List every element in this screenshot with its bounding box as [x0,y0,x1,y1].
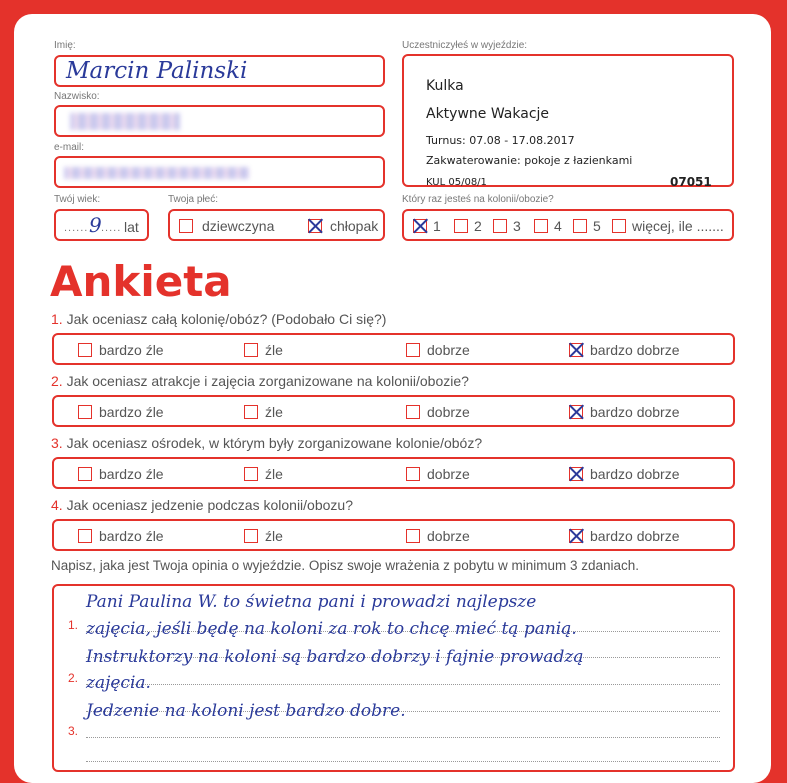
question-2-option-1-checkbox[interactable] [78,405,92,419]
question-2-option-4-checkbox[interactable] [569,405,583,419]
gender-male-label: chłopak [330,218,379,234]
question-3-option-3-label: dobrze [427,466,470,482]
question-1-option-1-checkbox[interactable] [78,343,92,357]
question-4-option-2-checkbox[interactable] [244,529,258,543]
question-1-option-2-checkbox[interactable] [244,343,258,357]
times-1-checkbox[interactable] [413,219,427,233]
times-field: 1 2 3 4 5 więcej, ile ....... [402,209,734,241]
trip-box [402,54,734,187]
question-4-option-3-label: dobrze [427,528,470,544]
question-3-option-4-checkbox[interactable] [569,467,583,481]
times-3-checkbox[interactable] [493,219,507,233]
question-3-answers [52,457,735,489]
redacted-email [64,167,249,179]
surname-label: Nazwisko: [54,91,100,102]
trip-program: Aktywne Wakacje [426,106,550,122]
question-3-option-3-checkbox[interactable] [406,467,420,481]
question-2-answers [52,395,735,427]
question-4-answers [52,519,735,551]
question-2-label: Jak oceniasz atrakcje i zajęcia zorganizowane na kolonii/obozie? [66,373,469,389]
question-2-option-2-checkbox[interactable] [244,405,258,419]
question-1-text [51,311,386,327]
trip-term: Turnus: 07.08 - 17.08.2017 [426,134,575,147]
surname-field[interactable] [54,105,385,137]
question-1-label: Jak oceniasz całą kolonię/obóz? (Podobało Ci się?) [66,311,387,327]
name-value: Marcin Palinski [66,58,248,84]
question-1-number: 1. [51,311,63,327]
age-field[interactable]: ...... 9 ..... lat [54,209,149,241]
question-4-option-3-checkbox[interactable] [406,529,420,543]
question-1-option-4-label: bardzo dobrze [590,342,680,358]
opinion-prompt: Napisz, jaka jest Twoja opinia o wyjeździe. Opisz swoje wrażenia z pobytu w minimum 3 zdaniach. [51,558,640,573]
question-3-label: Jak oceniasz ośrodek, w którym były zorganizowane kolonie/obóz? [66,435,483,451]
opinion-line-5: Jedzenie na koloni jest bardzo dobre. [86,701,406,721]
times-more-checkbox[interactable] [612,219,626,233]
question-3-option-2-label: źle [265,466,283,482]
question-1-option-3-checkbox[interactable] [406,343,420,357]
question-3-number: 3. [51,435,63,451]
times-label: Który raz jesteś na kolonii/obozie? [402,194,554,205]
trip-name: Kulka [426,78,464,94]
question-2-option-2-label: źle [265,404,283,420]
question-4-option-1-label: bardzo źle [99,528,164,544]
question-2-option-4-label: bardzo dobrze [590,404,680,420]
opinion-line-1: Pani Paulina W. to świetna pani i prowadzi najlepsze [86,592,537,612]
times-2-checkbox[interactable] [454,219,468,233]
age-label: Twój wiek: [54,194,101,205]
question-3-text [51,435,482,451]
question-3-option-2-checkbox[interactable] [244,467,258,481]
question-4-label: Jak oceniasz jedzenie podczas kolonii/obozu? [66,497,353,513]
survey-sheet: Imię: Marcin Palinski Nazwisko: e-mail: Twój wiek: ...... 9 ..... lat Twoja płeć: dziewczyna chłopak Uczestniczyłeś w wyjeździe: Kulka Aktywne Wakacje Turnus: 07.08 - 17.08.2017 Zakwaterowanie: pokoje z łazienkami KUL 05/08/1 07051 Który raz jesteś na kolonii/obozie? 1 2 3 4 5 więcej, ile ....... Ankieta Napisz, jaka jest Twoja opinia o wyjeździe. Opisz swoje wrażenia z pobytu w minimum 3 zdaniach. 1. 2. 3. Pani Paulina W. to świetna pani i prowadzi najlepsze zajęcia, jeśli będę na koloni za rok to chcę mieć tą panią. Instruktorzy na koloni są bardzo dobrzy i fajnie prowadzą zajęcia. Jedzenie na koloni jest bardzo dobre. 1. Jak oceniasz całą kolonię/obóz? (Podobało Ci się?) bardzo źle źle dobrze bardzo dobrze 2. Jak oceniasz atrakcje i zajęcia zorganizowane na kolonii/obozie? bardzo źle źle dobrze bardzo dobrze 3. Jak oceniasz ośrodek, w którym były zorganizowane kolonie/obóz? bardzo źle źle dobrze bardzo dobrze 4. Jak oceniasz jedzenie podczas kolonii/obozu? bardzo źle źle dobrze bardzo dobrze [14,14,771,783]
times-5-checkbox[interactable] [573,219,587,233]
question-2-number: 2. [51,373,63,389]
question-2-option-1-label: bardzo źle [99,404,164,420]
opinion-line-3: Instruktorzy na koloni są bardzo dobrzy i fajnie prowadzą [86,647,584,667]
gender-female-label: dziewczyna [202,218,275,234]
gender-male-checkbox[interactable] [308,219,322,233]
name-field[interactable] [54,55,385,87]
question-1-option-2-label: źle [265,342,283,358]
question-1-option-3-label: dobrze [427,342,470,358]
opinion-box[interactable] [52,584,735,772]
trip-number: 07051 [670,175,712,189]
question-3-option-4-label: bardzo dobrze [590,466,680,482]
name-label: Imię: [54,40,76,51]
question-4-option-2-label: źle [265,528,283,544]
question-2-option-3-checkbox[interactable] [406,405,420,419]
question-1-answers [52,333,735,365]
question-4-option-4-label: bardzo dobrze [590,528,680,544]
email-field[interactable] [54,156,385,188]
gender-label: Twoja płeć: [168,194,219,205]
question-2-option-3-label: dobrze [427,404,470,420]
question-1-option-1-label: bardzo źle [99,342,164,358]
question-4-option-4-checkbox[interactable] [569,529,583,543]
opinion-line-2: zajęcia, jeśli będę na koloni za rok to chcę mieć tą panią. [86,619,577,639]
question-4-option-1-checkbox[interactable] [78,529,92,543]
age-value: 9 [89,213,102,237]
question-1-option-4-checkbox[interactable] [569,343,583,357]
opinion-line-4: zajęcia. [86,673,151,693]
times-4-checkbox[interactable] [534,219,548,233]
email-label: e-mail: [54,142,85,153]
gender-field [168,209,385,241]
question-3-option-1-checkbox[interactable] [78,467,92,481]
question-4-text [51,497,353,513]
redacted-surname [70,113,180,130]
gender-female-checkbox[interactable] [179,219,193,233]
trip-label: Uczestniczyłeś w wyjeździe: [402,40,528,51]
page-title: Ankieta [50,257,232,306]
trip-code: KUL 05/08/1 [426,177,487,188]
age-unit: lat [124,219,139,235]
question-3-option-1-label: bardzo źle [99,466,164,482]
trip-accommodation: Zakwaterowanie: pokoje z łazienkami [426,154,633,167]
question-2-text [51,373,469,389]
question-4-number: 4. [51,497,63,513]
